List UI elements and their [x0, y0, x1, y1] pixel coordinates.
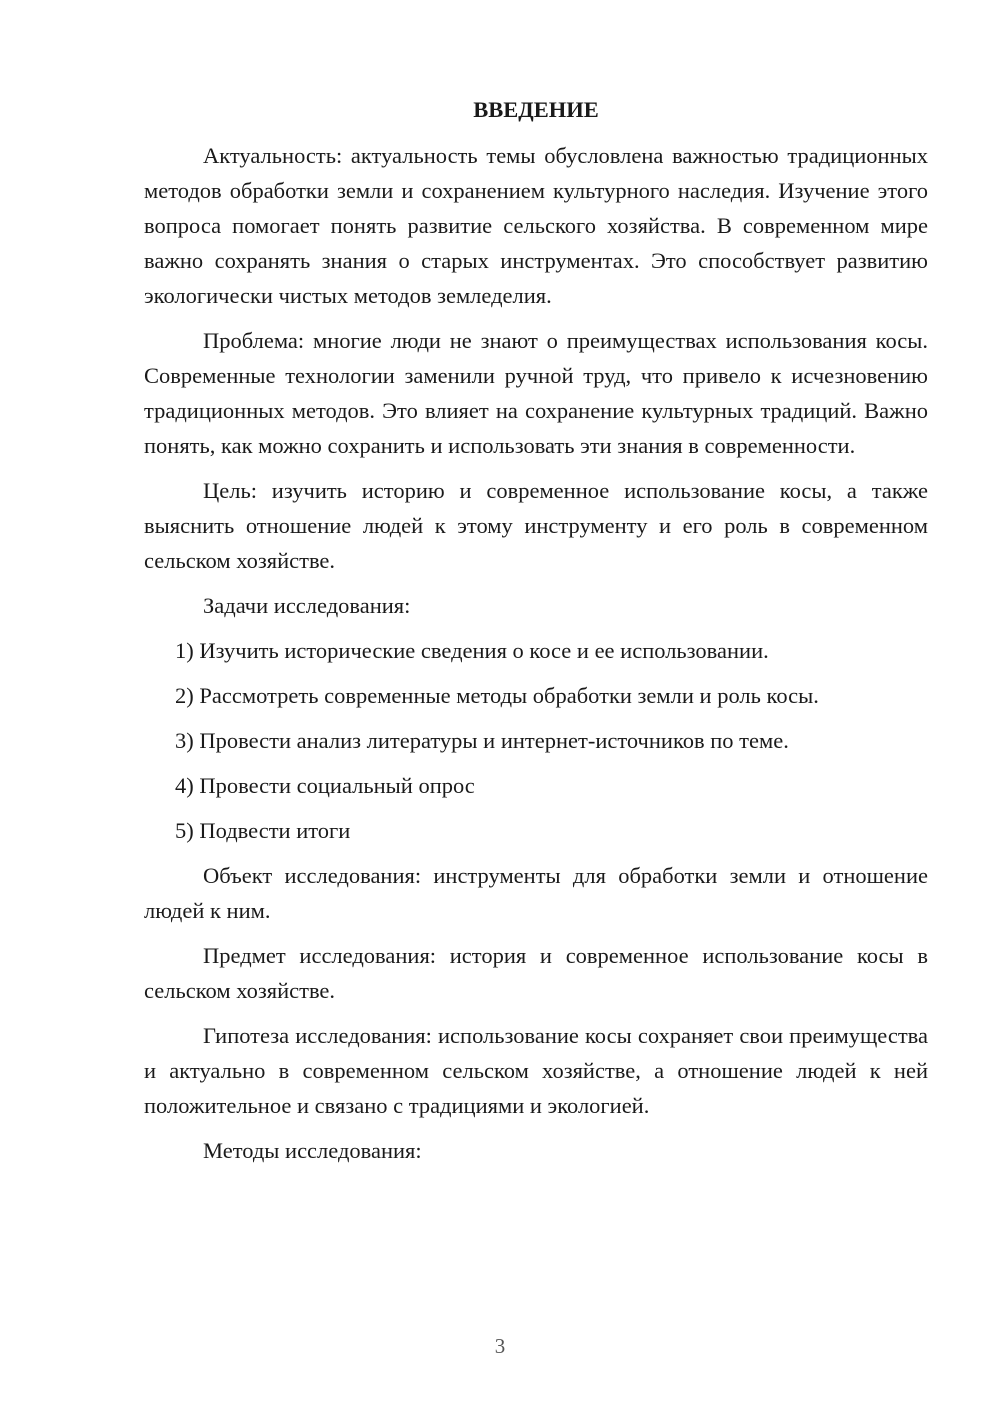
task-item: 3) Провести анализ литературы и интернет-источников по теме.: [175, 728, 789, 753]
task-item: 1) Изучить исторические сведения о косе и ее использовании.: [175, 638, 769, 663]
methods-heading: Методы исследования:: [203, 1138, 422, 1163]
task-item: 2) Рассмотреть современные методы обработки земли и роль косы.: [175, 683, 819, 708]
task-item: 4) Провести социальный опрос: [175, 773, 475, 798]
object-paragraph: Объект исследования: инструменты для обработки земли и отношение людей к ним.: [144, 863, 928, 923]
goal-paragraph: Цель: изучить историю и современное использование косы, а также выяснить отношение людей к этому инструменту и его роль в современном сельском хозяйстве.: [144, 478, 928, 573]
subject-paragraph: Предмет исследования: история и современное использование косы в сельском хозяйстве.: [144, 943, 928, 1003]
relevance-paragraph: Актуальность: актуальность темы обусловлена важностью традиционных методов обработки земли и сохранением культурного наследия. Изучение этого вопроса помогает понять развитие сельского хозяйства. В современном мире важно сохранять знания о старых инструментах. Это способствует развитию экологически чистых методов земледелия.: [144, 143, 928, 308]
section-title: ВВЕДЕНИЕ: [473, 97, 599, 122]
tasks-heading: Задачи исследования:: [203, 593, 411, 618]
task-item: 5) Подвести итоги: [175, 818, 351, 843]
document-page: [144, 90, 928, 1178]
tasks-list: [144, 633, 928, 848]
page-number: 3: [494, 1334, 506, 1358]
hypothesis-paragraph: Гипотеза исследования: использование косы сохраняет свои преимущества и актуально в современном сельском хозяйстве, а отношение людей к ней положительное и связано с традициями и экологией.: [144, 1023, 928, 1118]
problem-paragraph: Проблема: многие люди не знают о преимуществах использования косы. Современные технологии заменили ручной труд, что привело к исчезновению традиционных методов. Это влияет на сохранение культурных традиций. Важно понять, как можно сохранить и использовать эти знания в современности.: [144, 328, 928, 458]
